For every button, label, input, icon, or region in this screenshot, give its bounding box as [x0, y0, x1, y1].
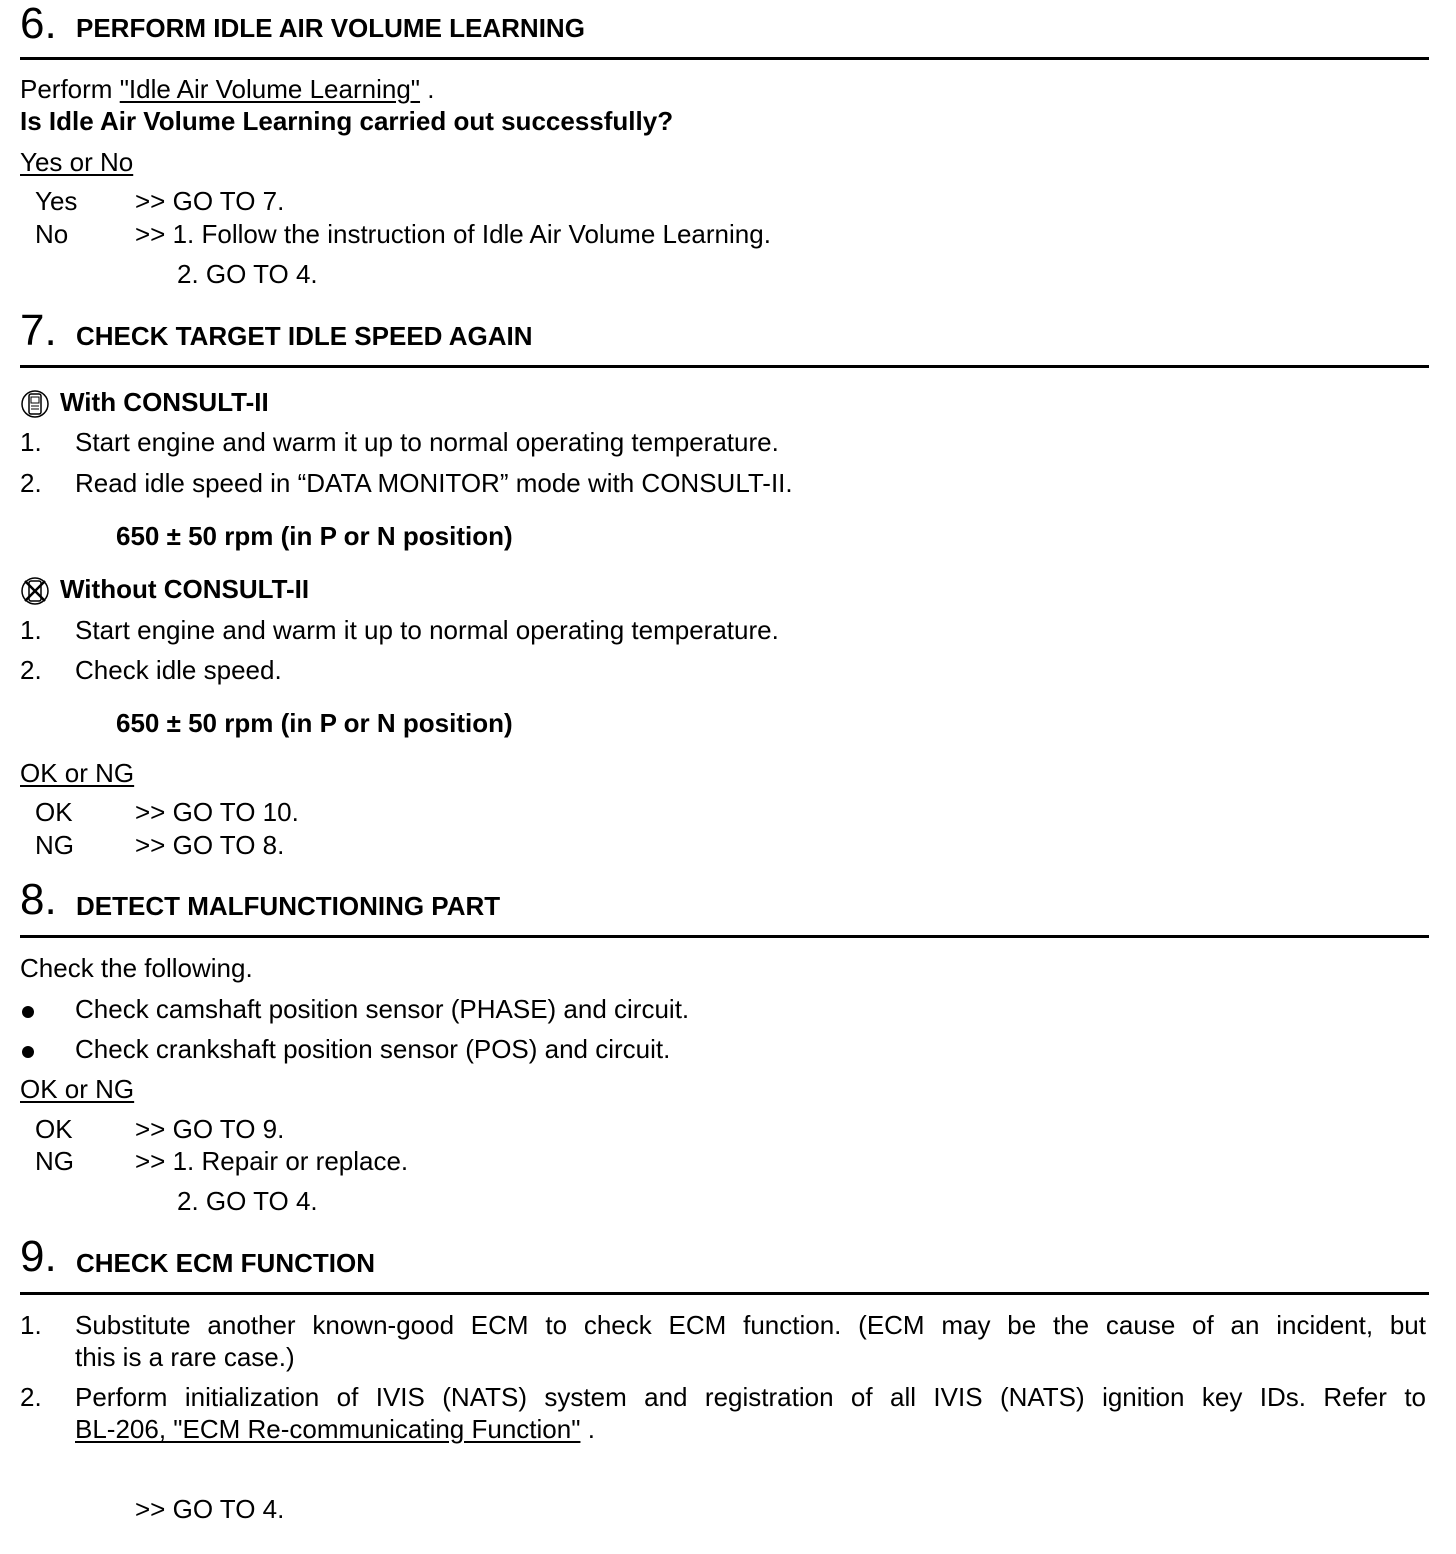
step6-number: 6. [20, 0, 57, 48]
step8-ng-action-2: 2. GO TO 4. [177, 1186, 318, 1216]
with-item-number: 1. [20, 427, 42, 457]
step9-title: CHECK ECM FUNCTION [76, 1248, 375, 1278]
with-item-text: Read idle speed in “DATA MONITOR” mode with CONSULT-II. [75, 468, 793, 498]
step8-ok-action: >> GO TO 9. [135, 1114, 285, 1144]
consult-tool-icon [20, 389, 50, 419]
step8-result-heading: OK or NG [20, 1074, 135, 1104]
step9-item2-line1: Perform initialization of IVIS (NATS) system and registration of all IVIS (NATS) ignition key IDs. Refer to [75, 1382, 1426, 1412]
step9-item1-line2: this is a rare case.) [75, 1342, 295, 1372]
step6-perform-line [20, 74, 434, 104]
step9-item2-number: 2. [20, 1382, 42, 1412]
with-item-text: Start engine and warm it up to normal operating temperature. [75, 427, 779, 457]
without-item-text: Check idle speed. [75, 655, 282, 685]
step7-ok-label: OK [35, 797, 73, 827]
step7-ok-action: >> GO TO 10. [135, 797, 299, 827]
step9-item2-line2 [75, 1414, 595, 1444]
with-item-number: 2. [20, 468, 42, 498]
step9-item1-line1: Substitute another known-good ECM to check ECM function. (ECM may be the cause of an incident, but [75, 1310, 1426, 1340]
step9-number: 9. [20, 1232, 57, 1281]
without-item-number: 2. [20, 655, 42, 685]
step9-final-action: >> GO TO 4. [135, 1494, 285, 1524]
step8-number: 8. [20, 875, 57, 924]
perform-suffix: . [427, 74, 435, 104]
without-item-number: 1. [20, 615, 42, 645]
step6-title: PERFORM IDLE AIR VOLUME LEARNING [76, 13, 585, 43]
step6-no-action-1: >> 1. Follow the instruction of Idle Air Volume Learning. [135, 219, 771, 249]
step7-ng-label: NG [35, 830, 74, 860]
with-consult-label: With CONSULT-II [60, 387, 269, 417]
idle-speed-spec: 650 ± 50 rpm (in P or N position) [116, 521, 513, 551]
bullet-dot [22, 1006, 34, 1018]
step6-yes-action: >> GO TO 7. [135, 186, 285, 216]
idle-speed-spec: 650 ± 50 rpm (in P or N position) [116, 708, 513, 738]
without-item-text: Start engine and warm it up to normal operating temperature. [75, 615, 779, 645]
step6-divider [20, 57, 1429, 60]
perform-prefix: Perform [20, 74, 113, 104]
step6-no-label: No [35, 219, 69, 249]
step9-item1-number: 1. [20, 1310, 42, 1340]
step8-divider [20, 935, 1429, 938]
step8-ng-label: NG [35, 1146, 74, 1176]
step7-number: 7. [20, 306, 57, 355]
item2-suffix: . [587, 1414, 595, 1444]
step9-divider [20, 1292, 1429, 1295]
idle-air-volume-learning-link[interactable]: "Idle Air Volume Learning" [119, 74, 421, 104]
bullet-dot [22, 1046, 34, 1058]
step6-result-heading: Yes or No [20, 147, 134, 177]
step6-question: Is Idle Air Volume Learning carried out successfully? [20, 106, 674, 136]
step6-yes-label: Yes [35, 186, 78, 216]
ecm-re-communicating-link[interactable]: BL-206, "ECM Re-communicating Function" [75, 1414, 581, 1444]
step8-bullet-text: Check crankshaft position sensor (POS) and circuit. [75, 1034, 671, 1064]
step7-ng-action: >> GO TO 8. [135, 830, 285, 860]
step6-no-action-2: 2. GO TO 4. [177, 259, 318, 289]
step7-title: CHECK TARGET IDLE SPEED AGAIN [76, 321, 533, 351]
step8-intro: Check the following. [20, 953, 253, 983]
without-consult-label: Without CONSULT-II [60, 574, 310, 604]
step8-bullet-text: Check camshaft position sensor (PHASE) and circuit. [75, 994, 690, 1024]
step8-ok-label: OK [35, 1114, 73, 1144]
step7-result-heading: OK or NG [20, 758, 135, 788]
step8-ng-action-1: >> 1. Repair or replace. [135, 1146, 409, 1176]
no-consult-tool-icon [20, 576, 50, 606]
step7-divider [20, 365, 1429, 368]
step8-title: DETECT MALFUNCTIONING PART [76, 891, 501, 921]
